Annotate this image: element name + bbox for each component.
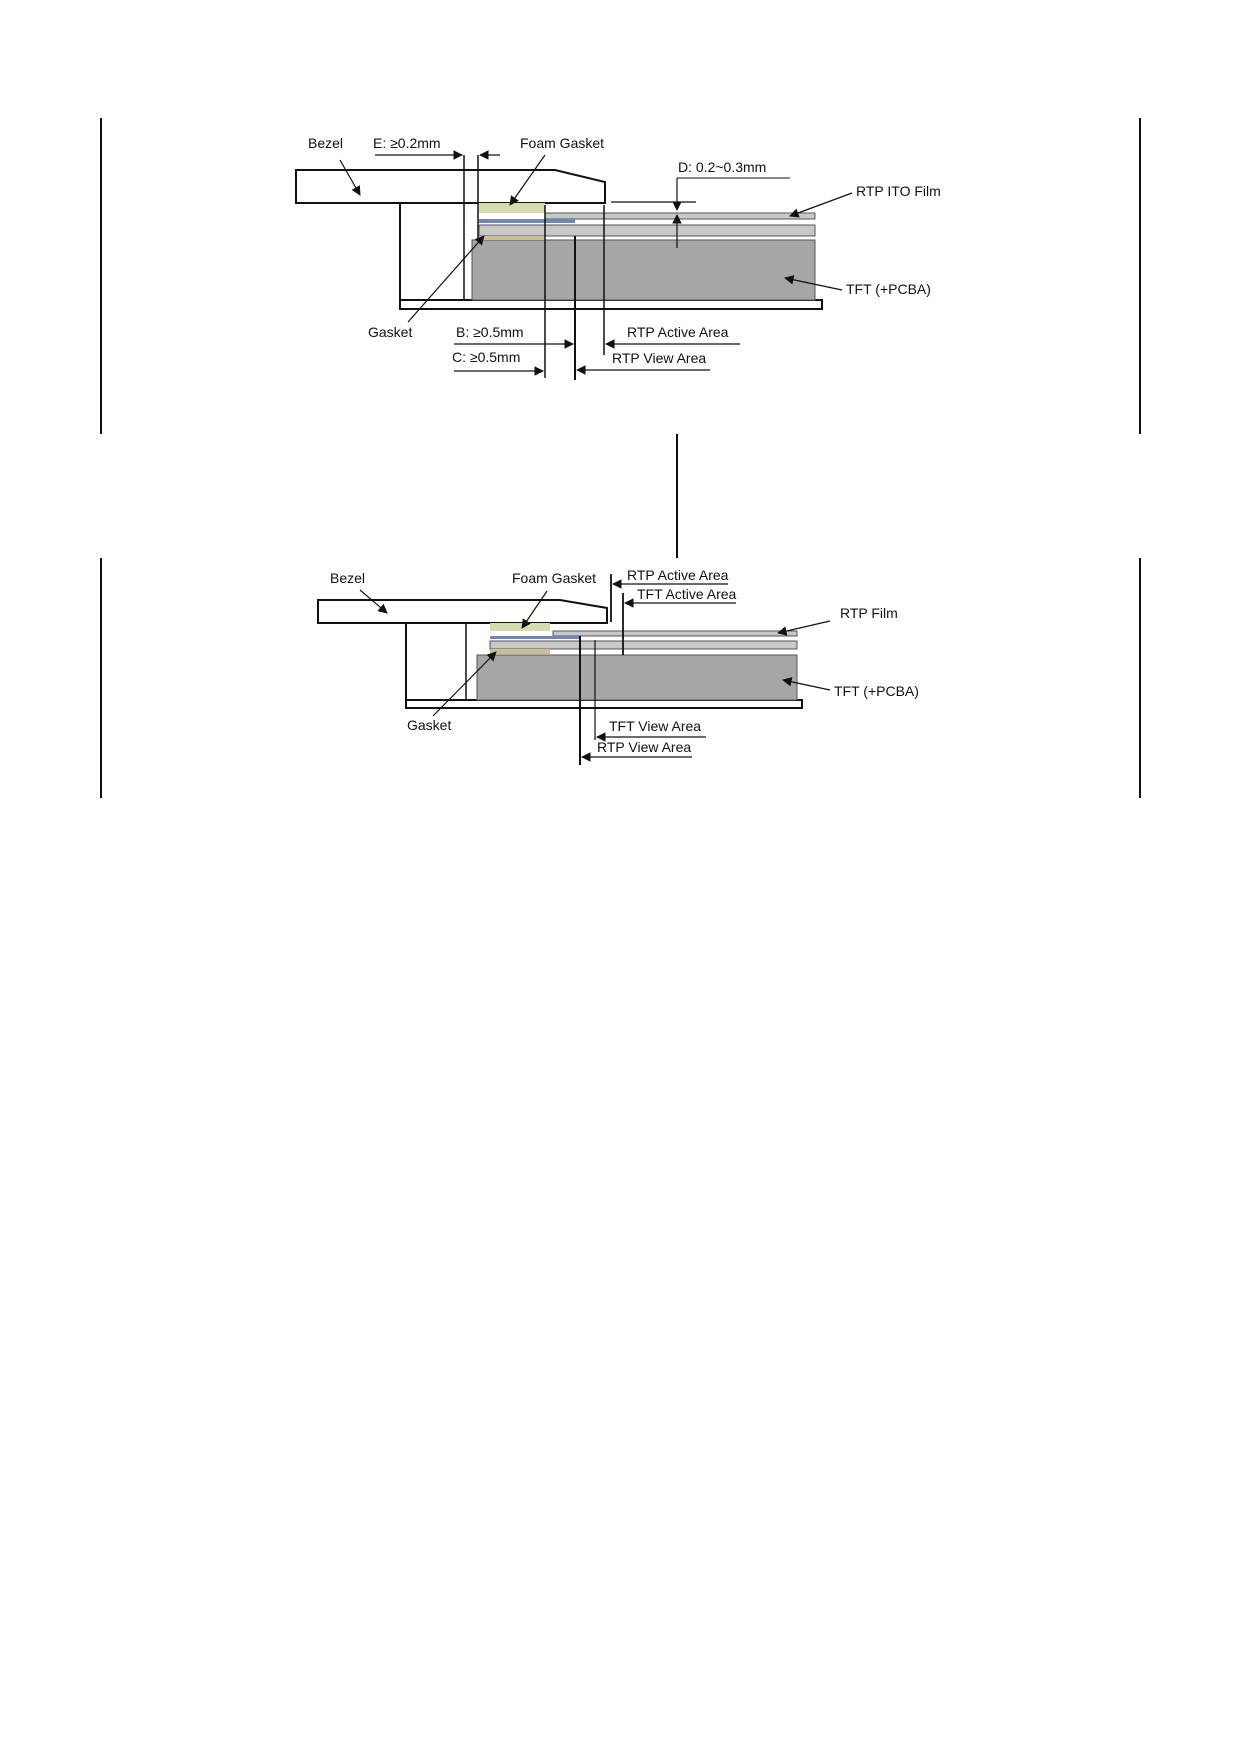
label-rtp-active-area: RTP Active Area — [627, 567, 729, 583]
bezel-shape — [296, 170, 605, 203]
label-bezel: Bezel — [330, 570, 366, 586]
rtp-lower-film — [479, 225, 815, 236]
blue-adhesive-layer — [490, 636, 580, 639]
rtp-ito-leader — [790, 193, 852, 216]
label-rtp-active-area: RTP Active Area — [627, 324, 729, 340]
label-gasket: Gasket — [368, 324, 413, 340]
housing-base — [400, 300, 822, 309]
label-rtp-ito-film: RTP ITO Film — [856, 183, 941, 199]
label-e-dim: E: ≥0.2mm — [373, 135, 441, 151]
label-d-dim: D: 0.2~0.3mm — [678, 159, 767, 175]
label-gasket: Gasket — [407, 717, 452, 733]
diagram-top — [296, 135, 941, 380]
label-rtp-view-area: RTP View Area — [612, 350, 707, 366]
rtp-lower-film — [490, 641, 797, 649]
tft-panel — [472, 240, 815, 300]
label-tft-view-area: TFT View Area — [609, 718, 702, 734]
label-tft-active-area: TFT Active Area — [637, 586, 737, 602]
diagram-bottom — [318, 567, 919, 765]
gasket-block — [479, 236, 545, 240]
label-rtp-film: RTP Film — [840, 605, 898, 621]
rtp-film-leader — [778, 621, 830, 633]
foam-gasket-block — [479, 203, 545, 213]
housing-base — [406, 700, 802, 708]
tft-panel — [477, 655, 797, 700]
label-tft-pcba: TFT (+PCBA) — [834, 683, 919, 699]
label-bezel: Bezel — [308, 135, 344, 151]
foam-gasket-block — [490, 623, 550, 631]
rtp-ito-film — [545, 213, 815, 219]
label-foam-gasket: Foam Gasket — [512, 570, 597, 586]
label-b-dim: B: ≥0.5mm — [456, 324, 524, 340]
label-c-dim: C: ≥0.5mm — [452, 349, 521, 365]
label-foam-gasket: Foam Gasket — [520, 135, 605, 151]
bezel-shape — [318, 600, 607, 623]
blue-adhesive-layer — [479, 219, 575, 223]
label-tft-pcba: TFT (+PCBA) — [846, 281, 931, 297]
label-rtp-view-area: RTP View Area — [597, 739, 692, 755]
rtp-film — [553, 631, 797, 636]
gasket-block — [490, 649, 550, 654]
